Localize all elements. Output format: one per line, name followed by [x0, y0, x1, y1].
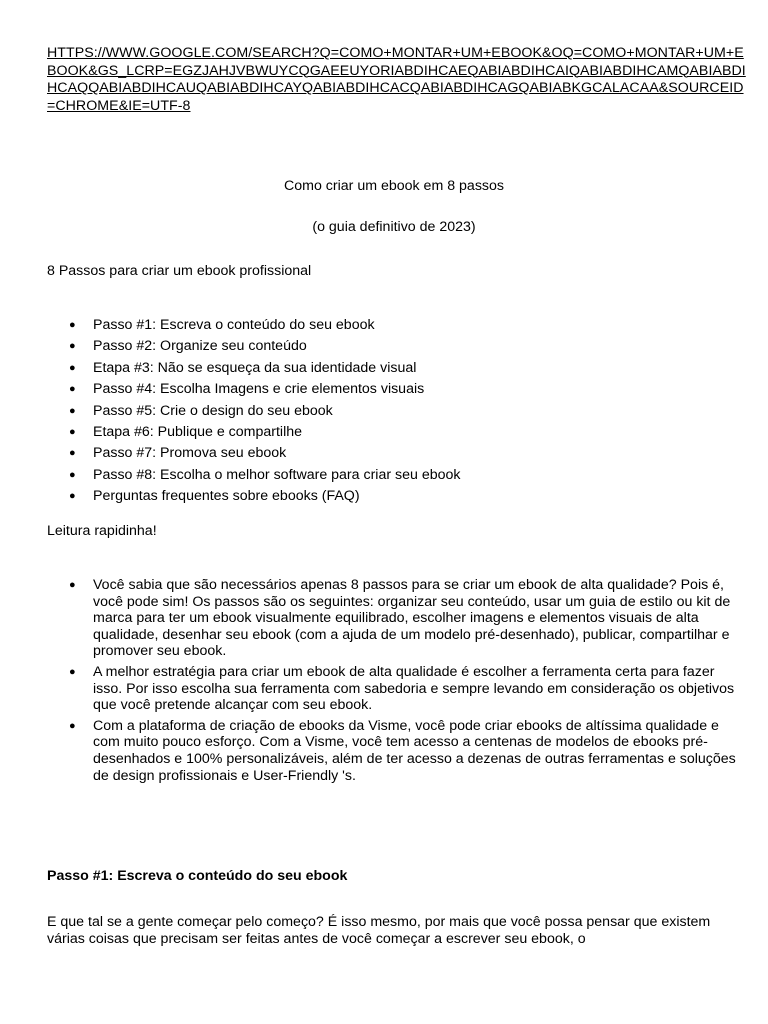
bullet-icon: ● — [69, 383, 76, 396]
intro-paragraph: E que tal se a gente começar pelo começo? É isso mesmo, por mais que você possa pensar que existem várias coisas que precisam ser feitas antes de você começar a escrever seu ebook, o — [47, 914, 711, 947]
bullet-icon: ● — [69, 579, 76, 591]
step-list-item-text: Passo #4: Escolha Imagens e crie elementos visuais — [93, 381, 425, 398]
summary-list-item — [47, 664, 747, 714]
step-list-item — [47, 317, 747, 338]
document-subtitle: (o guia definitivo de 2023) — [312, 219, 476, 235]
bullet-icon: ● — [69, 719, 76, 732]
step-list-item — [47, 338, 747, 359]
section-heading: 8 Passos para criar um ebook profissional — [47, 263, 312, 279]
step-list-item-text: Passo #2: Organize seu conteúdo — [93, 338, 307, 355]
bullet-icon: ● — [69, 340, 76, 353]
step-list-item-text: Passo #8: Escolha o melhor software para criar seu ebook — [93, 466, 461, 483]
bullet-icon: ● — [69, 665, 76, 678]
bullet-icon: ● — [69, 361, 76, 374]
summary-list-item-text: Você sabia que são necessários apenas 8 passos para se criar um ebook de alta qualidade? Pois é, você pode sim! Os passos são os seguintes: organizar seu conteúdo, usar um guia de estilo ou kit de marca para ter um ebook visualmente equilibrado, escolher imagens e elementos visuais de alta qualidade, desenhar seu ebook (com a ajuda de um modelo pré-desenhado), publicar, compartilhar e promover seu ebook. — [93, 577, 731, 660]
summary-list-item — [47, 718, 747, 784]
quick-reading-label: Leitura rapidinha! — [47, 523, 157, 539]
step-list-item-text: Passo #5: Crie o design do seu ebook — [93, 402, 333, 419]
summary-list — [47, 577, 747, 788]
summary-list-item-text: A melhor estratégia para criar um ebook de alta qualidade é escolher a ferramenta certa para fazer isso. Por isso escolha sua ferramenta com sabedoria e sempre levando em consideração os objetivos que você pretende alcançar com seu ebook. — [93, 663, 735, 714]
step-list-item — [47, 403, 747, 424]
summary-list-item-text: Com a plataforma de criação de ebooks da Visme, você pode criar ebooks de altíssima qualidade e com muito pouco esforço. Com a Visme, você tem acesso a centenas de modelos de ebooks pré-desenhados e 100% personalizáveis, além de ter acesso a dezenas de outras ferramentas e soluções de design profissionais e User-Friendly 's. — [93, 717, 736, 784]
summary-list-item — [47, 577, 747, 660]
step-list-item — [47, 488, 747, 509]
step-1-heading: Passo #1: Escreva o conteúdo do seu ebook — [47, 868, 348, 884]
step-list-item-text: Perguntas frequentes sobre ebooks (FAQ) — [93, 488, 360, 505]
bullet-icon: ● — [69, 425, 76, 438]
step-list-item — [47, 360, 747, 381]
step-list-item-text: Etapa #3: Não se esqueça da sua identidade visual — [93, 359, 417, 376]
step-list-item-text: Passo #7: Promova seu ebook — [93, 445, 287, 462]
step-list-item — [47, 381, 747, 402]
step-list-item — [47, 445, 747, 466]
source-url-link[interactable]: HTTPS://WWW.GOOGLE.COM/SEARCH?Q=COMO+MONTAR+UM+EBOOK&OQ=COMO+MONTAR+UM+EBOOK&GS_LCRP=EGZJAHJVBWUYCQGAEEUYORIABDIHCAEQABIABDIHCAIQABIABDIHCAMQABIABDIHCAQQABIABDIHCAUQABIABDIHCAYQABIABDIHCACQABIABDIHCAGQABIABKGCALACAA&SOURCEID=CHROME&IE=UTF-8 — [47, 45, 746, 114]
bullet-icon: ● — [69, 490, 76, 503]
document-title: Como criar um ebook em 8 passos — [284, 178, 504, 194]
step-list-item-text: Etapa #6: Publique e compartilhe — [93, 423, 303, 440]
step-list-item — [47, 467, 747, 488]
steps-list — [47, 317, 747, 510]
bullet-icon: ● — [69, 319, 76, 331]
step-list-item-text: Passo #1: Escreva o conteúdo do seu ebook — [93, 317, 375, 333]
step-list-item — [47, 424, 747, 445]
bullet-icon: ● — [69, 404, 76, 417]
bullet-icon: ● — [69, 447, 76, 460]
bullet-icon: ● — [69, 468, 76, 481]
